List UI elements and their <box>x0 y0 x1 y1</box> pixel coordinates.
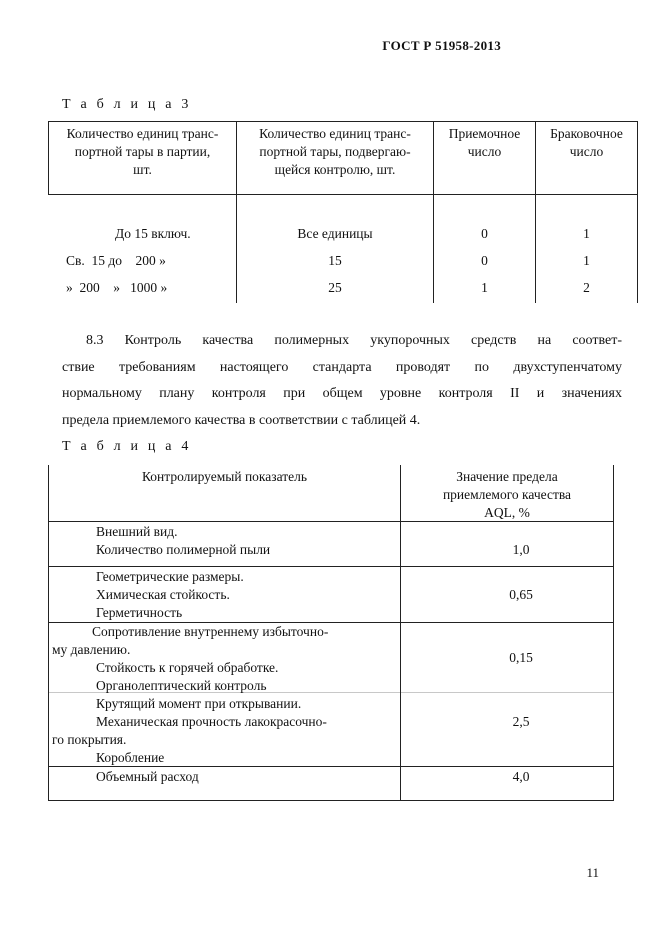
table4-item: Внешний вид. <box>96 524 178 539</box>
table4-item: Количество полимерной пыли <box>96 542 271 557</box>
table4-item: Крутящий момент при открывании. <box>96 696 302 711</box>
table4-item: го покрытия. <box>52 732 127 747</box>
table4-item: Сопротивление внутреннему избыточно- <box>92 624 329 639</box>
table4-item: Объемный расход <box>96 769 199 784</box>
table3-row1-ac: 0 <box>481 226 488 241</box>
table3-row3-ac: 1 <box>481 280 488 295</box>
table3-row3-lot: » 200 » 1000 » <box>66 280 168 295</box>
table3-header-acceptance-number: Приемочное число <box>448 126 521 159</box>
table4-item: Коробление <box>96 750 165 765</box>
paragraph-line: нормальному плану контроля при общем уровне контроля II и значениях <box>62 386 622 401</box>
table4-header-aql: Значение предела приемлемого качества AQL, % <box>442 469 572 520</box>
table4-item: Стойкость к горячей обработке. <box>96 660 279 675</box>
table3-row1-sample: Все единицы <box>297 226 373 241</box>
table3-caption: Т а б л и ц а 3 <box>62 97 192 112</box>
table4-item: Химическая стойкость. <box>96 587 230 602</box>
table4-aql-value: 0,65 <box>509 587 533 602</box>
page-number: 11 <box>586 865 599 880</box>
table4-aql-value: 1,0 <box>512 542 530 557</box>
paragraph-line: предела приемлемого качества в соответствии с таблицей 4. <box>62 412 421 428</box>
table4-item: Герметичность <box>96 605 183 620</box>
document-standard-header: ГОСТ Р 51958-2013 <box>382 38 501 53</box>
table3-row2-lot: Св. 15 до 200 » <box>66 253 166 268</box>
table3-header-sample-size: Количество единиц транс- портной тары, подвергаю- щейся контролю, шт. <box>259 126 411 177</box>
table3-row1-re: 1 <box>583 226 590 241</box>
table4-item: Механическая прочность лакокрасочно- <box>96 714 327 729</box>
table3-row2-sample: 15 <box>328 253 342 268</box>
table4-item: му давлению. <box>52 642 131 657</box>
table4-aql-value: 2,5 <box>512 714 530 729</box>
table3-row2-re: 1 <box>583 253 590 268</box>
table3-row1-lot: До 15 включ. <box>115 226 191 241</box>
paragraph-line: 8.3 Контроль качества полимерных укупорочных средств на соответ- <box>86 333 622 348</box>
table4-aql-value: 0,15 <box>509 650 533 665</box>
table4-caption: Т а б л и ц а 4 <box>62 439 192 454</box>
table4-aql-value: 4,0 <box>512 769 530 784</box>
section-8-3-paragraph <box>62 328 622 434</box>
table4-header-indicator: Контролируемый показатель <box>141 469 308 484</box>
table3-row2-ac: 0 <box>481 253 488 268</box>
table3-row3-sample: 25 <box>328 280 342 295</box>
paragraph-line: ствие требованиям настоящего стандарта проводят по двухступенчатому <box>62 359 622 375</box>
table3-header-lot-size: Количество единиц транс- портной тары в партии, шт. <box>66 126 219 177</box>
table4-item: Органолептический контроль <box>96 678 267 693</box>
table3-header-rejection-number: Браковочное число <box>550 126 623 159</box>
table3-row3-re: 2 <box>583 280 590 295</box>
table4-item: Геометрические размеры. <box>96 569 244 584</box>
